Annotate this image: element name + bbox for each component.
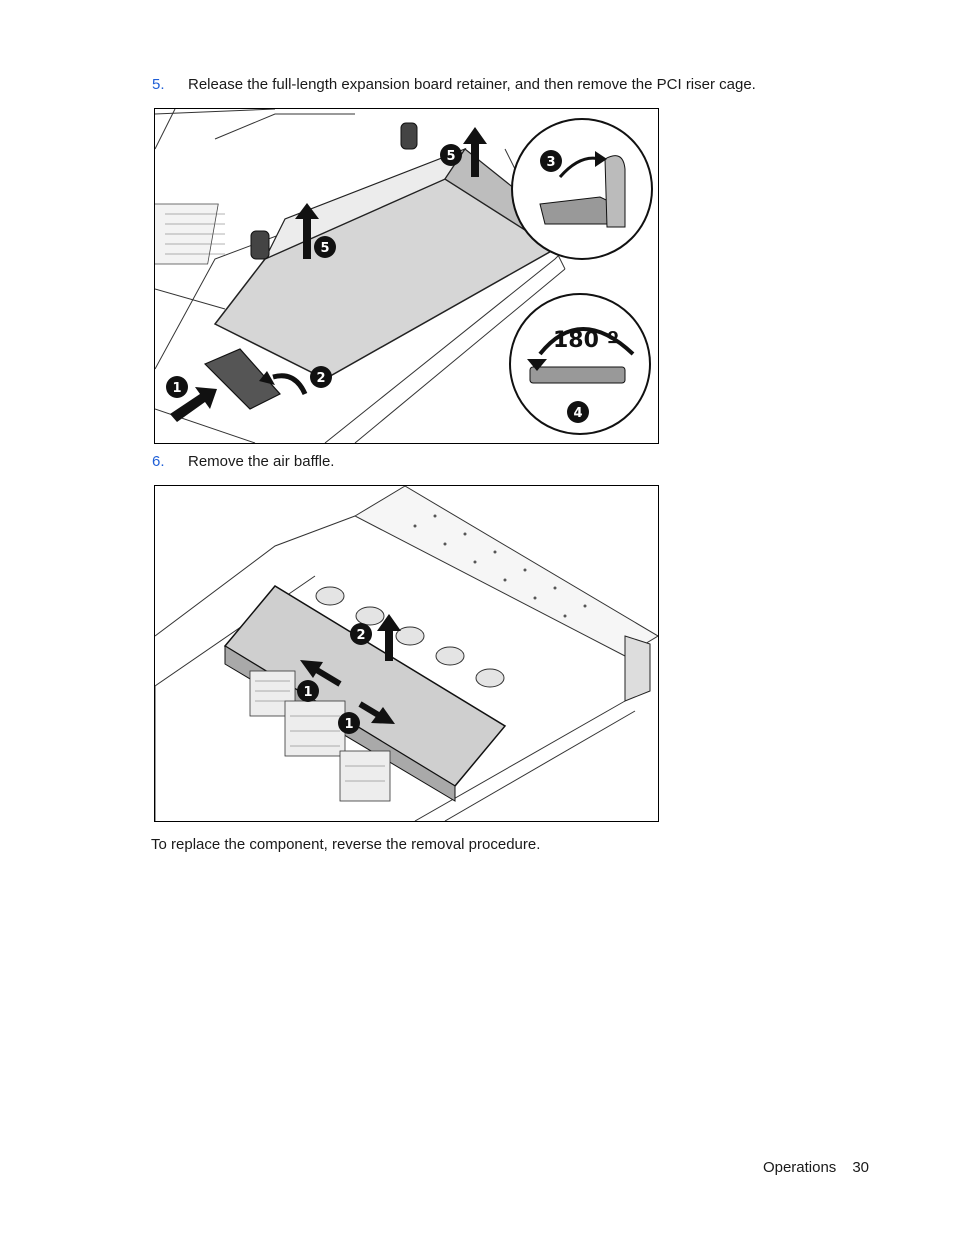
callout-5b (440, 144, 462, 166)
closing-instruction: To replace the component, reverse the removal procedure. (151, 836, 541, 853)
step-text: Remove the air baffle. (188, 453, 335, 470)
svg-text:5: 5 (446, 149, 456, 164)
callout-1b (338, 712, 360, 734)
air-baffle-drawing (155, 486, 658, 821)
step-text: Release the full-length expansion board retainer, and then remove the PCI riser cage. (188, 76, 756, 93)
step-number: 5. (152, 76, 165, 93)
svg-text:2: 2 (356, 628, 366, 643)
rotation-label: 180 º (553, 328, 619, 353)
footer-section: Operations (762, 1159, 837, 1176)
svg-text:3: 3 (546, 155, 556, 170)
svg-text:1: 1 (303, 685, 313, 700)
pci-riser-cage-illustration (154, 108, 659, 444)
callout-5a (314, 236, 336, 258)
svg-text:5: 5 (320, 241, 330, 256)
callout-3 (540, 150, 562, 172)
air-baffle-illustration (154, 485, 659, 822)
svg-text:1: 1 (344, 717, 354, 732)
step-5 (152, 76, 756, 94)
callout-1 (166, 376, 188, 398)
step-number: 6. (152, 453, 165, 470)
svg-text:2: 2 (316, 371, 326, 386)
footer-page-number: 30 (852, 1159, 869, 1176)
detail-circle-3 (512, 119, 652, 259)
riser-cage-drawing (155, 109, 658, 443)
page-footer (763, 1159, 869, 1177)
callout-2 (310, 366, 332, 388)
callout-1a (297, 680, 319, 702)
callout-2 (350, 623, 372, 645)
step-6 (152, 453, 334, 471)
svg-text:4: 4 (573, 406, 583, 421)
svg-text:1: 1 (172, 381, 182, 396)
callout-4 (567, 401, 589, 423)
